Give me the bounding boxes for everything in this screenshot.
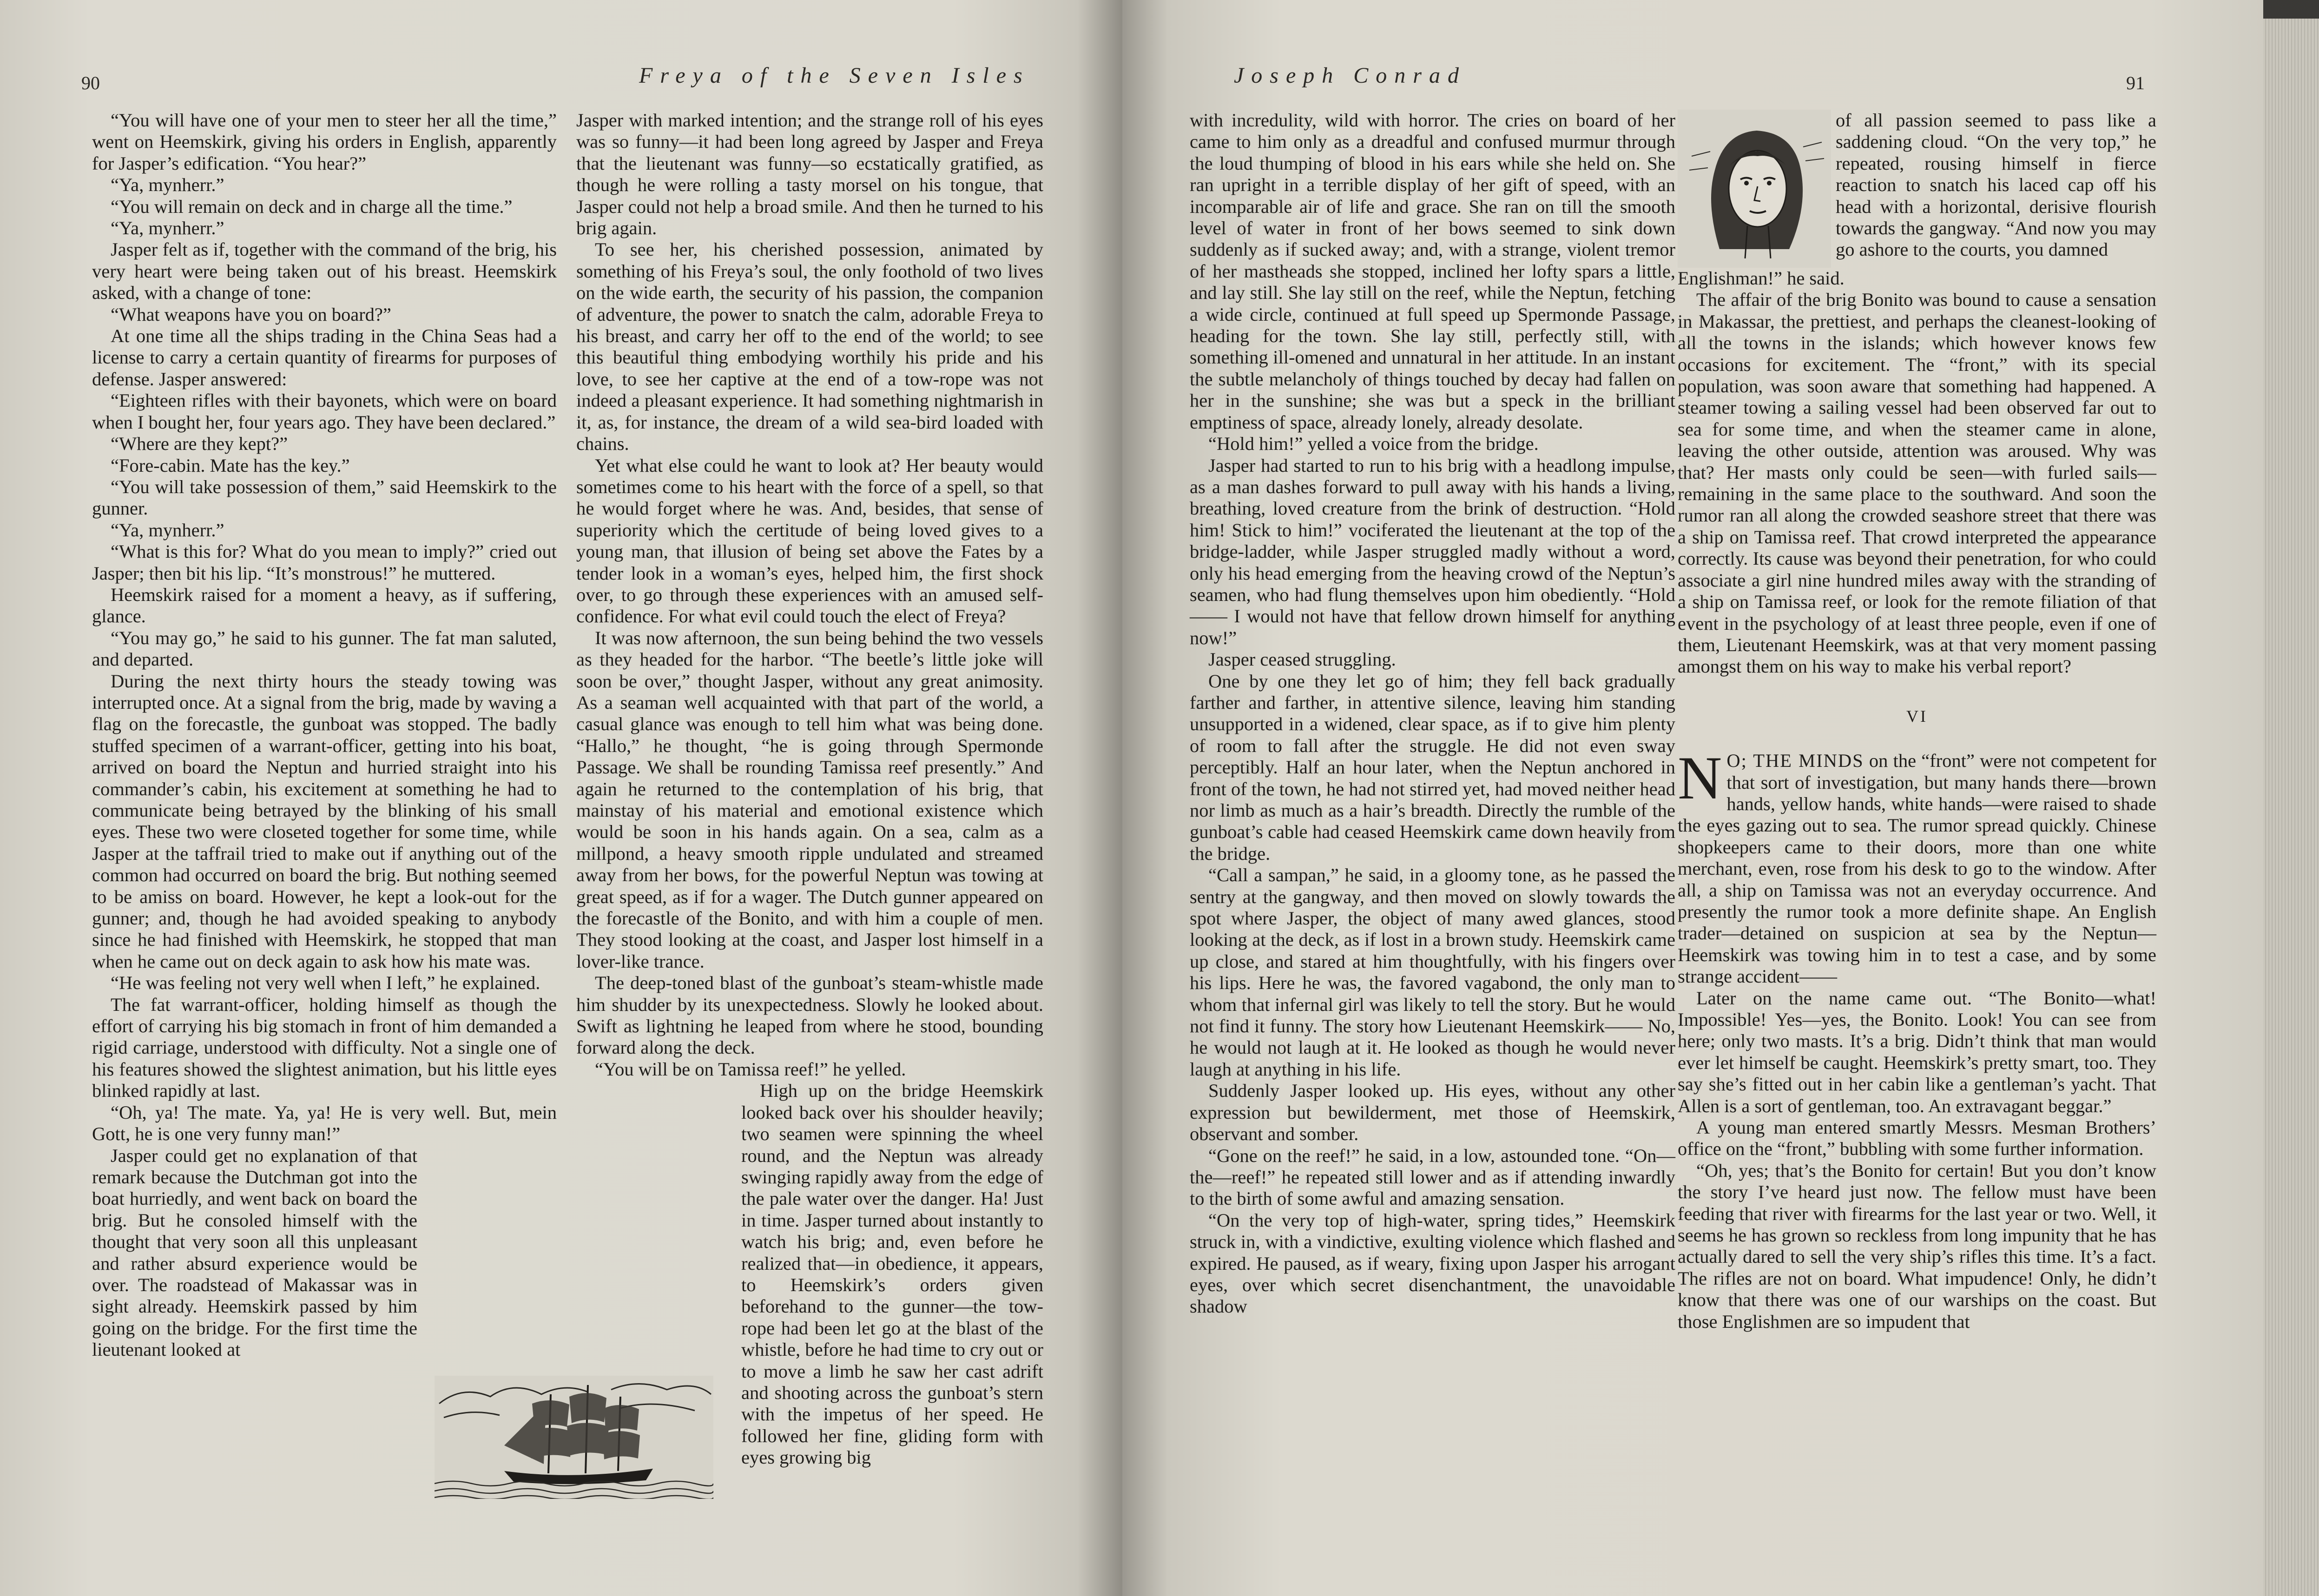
paragraph: High up on the bridge Heemskirk looked back over his shoulder heavily; two seamen were spinning the wheel round, and the Neptun was already swinging rapidly away from the edge of the pale water over the danger. Ha! Just in time. Jasper turned about instantly to watch his brig; and, even before he realized that—in obedience, it appears, to Heemskirk’s orders given beforehand to the gunner—the tow-rope had been let go at the blast of the whistle, before he had time to cry out or to move a limb he saw her cast adrift and shooting across the gunboat’s stern with the impetus of her speed. He followed her fine, gliding form with eyes growing big — [741, 1080, 1043, 1468]
drop-cap: N — [1678, 744, 1722, 812]
paragraph: Jasper had started to run to his brig with a headlong impulse, as a man dashes forward to pull away with his hands a living, breathing, loved creature from the brink of destruction. “Hold him! Stick to him!” vociferated the lieutenant at the top of the bridge-ladder, while Jasper struggled madly without a word, only his head emerging from the heaving crowd of the Neptun’s seamen, who had flung themselves upon him obediently. “Hold—— I would not have that fellow drown himself for anything now!” — [1190, 455, 1675, 648]
paragraph: Jasper felt as if, together with the command of the brig, his very heart were being taken out of his breast. Heemskirk asked, with a change of tone: — [92, 239, 557, 303]
paragraph: Jasper with marked intention; and the strange roll of his eyes was so funny—it had been long agreed by Jasper and Freya that the lieutenant was funny—so ecstatically gratified, as though he were rolling a tasty morsel on his tongue, that Jasper could not help a broad smile. And then he turned to his brig again. — [576, 110, 1043, 239]
paragraph: “You will remain on deck and in charge all the time.” — [111, 196, 513, 217]
paragraph: The deep-toned blast of the gunboat’s steam-whistle made him shudder by its unexpectedness. Slowly he looked about. Swift as lightning he leaped from where he stood, bounding forward along the deck. — [576, 972, 1043, 1058]
paragraph: Englishman!” he said. — [1678, 268, 1845, 289]
paragraph: “You will have one of your men to steer her all the time,” went on Heemskirk, giving his orders in English, apparently for Jasper’s edification. “You hear?” — [92, 110, 557, 174]
paragraph: A young man entered smartly Messrs. Mesman Brothers’ office on the “front,” bubbling with some further information. — [1678, 1117, 2156, 1160]
column-2 — [576, 110, 1043, 1469]
paragraph: “Fore-cabin. Mate has the key.” — [111, 455, 350, 476]
paragraph: of all passion seemed to pass like a saddening cloud. “On the very top,” he repeated, rousing himself in fierce reaction to snatch his laced cap off his head with a horizontal, derisive flourish towards the gangway. “And now you may go ashore to the courts, you damned — [1836, 110, 2156, 260]
portrait-wrap — [1678, 110, 2156, 268]
page-number-right: 91 — [2126, 73, 2145, 93]
paragraph: To see her, his cherished possession, animated by something of his Freya’s soul, the only foothold of two lives on the wide earth, the security of his passion, the companion of adventure, the power to snatch the calm, adorable Freya to his breast, and carry her off to the end of the world; to see this beautiful thing embodying worthily his pride and his love, to see her captive at the end of a tow-rope was not indeed a pleasant experience. It had something nightmarish in it, as, for instance, the dream of a wild sea-bird loaded with chains. — [576, 239, 1043, 455]
section-opening-paragraph — [1678, 744, 2156, 987]
paragraph: “Call a sampan,” he said, in a gloomy tone, as he passed the sentry at the gangway, and then moved on slowly towards the spot where Jasper, the object of many awed glances, stood looking at the deck, as if lost in a brown study. Heemskirk came up close, and stared at him thoughtfully, with his fingers over his lips. Here he was, the favored vagabond, the only man to whom that infernal girl was likely to tell the story. But he would not find it funny. The story how Lieutenant Heemskirk—— No, he would not laugh at it. He looked as though he would never laugh at anything in his life. — [1190, 864, 1675, 1080]
paragraph: “Ya, mynherr.” — [111, 519, 224, 541]
column-4 — [1678, 110, 2156, 1332]
paragraph: “Oh, ya! The mate. Ya, ya! He is very well. But, mein Gott, he is one very funny man!” — [92, 1101, 557, 1145]
page-number-left: 90 — [81, 73, 100, 93]
paragraph: “What is this for? What do you mean to imply?” cried out Jasper; then bit his lip. “It’s monstrous!” he muttered. — [92, 541, 557, 584]
paragraph: “You will be on Tamissa reef!” he yelled. — [595, 1058, 906, 1080]
paragraph: The affair of the brig Bonito was bound to cause a sensation in Makassar, the prettiest, and perhaps the cleanest-looking of all the towns in the islands; which however knows few occasions for excitement. The “front,” with its special population, was soon aware that something had happened. A steamer towing a sailing vessel had been observed far out to sea for some time, and when the steamer came in alone, leaving the other outside, attention was aroused. Why was that? Her masts only could be seen—with furled sails—remaining in the same place to the southward. And soon the rumor ran all along the crowded seashore street that there was a ship on Tamissa reef. That crowd interpreted the appearance correctly. Its cause was beyond their penetration, for who could associate a girl nine hundred miles away with the stranding of a ship on Tamissa reef, or look for the remote filiation of that event in the psychology of at least three people, even if one of them, Lieutenant Heemskirk, was at that very moment passing amongst them on his way to make his verbal report? — [1678, 289, 2156, 677]
paragraph: “He was feeling not very well when I left,” he explained. — [111, 972, 540, 994]
section-heading: VI — [1906, 706, 1928, 725]
paragraph: Suddenly Jasper looked up. His eyes, without any other expression but bewilderment, met those of Heemskirk, observant and somber. — [1190, 1080, 1675, 1145]
paragraph: During the next thirty hours the steady towing was interrupted once. At a signal from the brig, made by waving a flag on the forecastle, the gunboat was stopped. The badly stuffed specimen of a warrant-officer, getting into his boat, arrived on board the Neptun and hurried straight into his commander’s cabin, his excitement at something he had to communicate being betrayed by the blinking of his small eyes. These two were closeted together for some time, while Jasper at the taffrail tried to make out if anything out of the common had occurred on board the brig. But nothing seemed to be amiss on board. However, he kept a look-out for the gunner; and, though he had avoided speaking to anybody since he had finished with Heemskirk, he stopped that man when he came out on deck again to ask how his mate was. — [92, 670, 557, 972]
paragraph: “On the very top of high-water, spring tides,” Heemskirk struck in, with a vindictive, exulting violence which flashed and expired. He paused, as if weary, fixing upon Jasper his arrogant eyes, over which secret disenchantment, the unavoidable shadow — [1190, 1209, 1675, 1317]
paragraph: “Gone on the reef!” he said, in a low, astounded tone. “On—the—reef!” he repeated still lower and as if attending inwardly to the birth of some awful and amazing sensation. — [1190, 1145, 1675, 1209]
paragraph: Heemskirk raised for a moment a heavy, as if suffering, glance. — [92, 584, 557, 627]
ship-illustration — [435, 1376, 713, 1499]
paragraph: It was now afternoon, the sun being behind the two vessels as they headed for the harbor. “The beetle’s little joke will soon be over,” thought Jasper, without any great animosity. As a seaman well acquainted with that part of the world, a casual glance was enough to tell him what was being done. “Hallo,” he thought, “he is going through Spermonde Passage. We shall be rounding Tamissa reef presently.” And again he returned to the contemplation of his brig, that mainstay of his material and emotional existence which would be soon in his hands again. On a sea, calm as a millpond, a heavy smooth ripple undulated and streamed away from her bows, for the powerful Neptun was towing at great speed, as if for a wager. The Dutch gunner appeared on the forecastle of the Bonito, and with him a couple of men. They stood looking at the coast, and Jasper lost himself in a lover-like trance. — [576, 627, 1043, 972]
paragraph: with incredulity, wild with horror. The cries on board of her came to him only as a dreadful and confused murmur through the loud thumping of blood in his ears while she held on. She ran upright in a terrible display of her gift of speed, with an incomparable air of life and grace. She ran on till the smooth level of water in front of her bows seemed to sink down suddenly as if sucked away; and, with a strange, violent tremor of her mastheads she stopped, inclined her lofty spars a little, and lay still. She lay still on the reef, while the Neptun, fetching a wide circle, continued at full speed up Spermonde Passage, heading for the town. She lay still, perfectly still, with something ill-omened and unnatural in her attitude. In an instant the subtle melancholy of things touched by decay had fallen on her in the sunshine; she was but a speck in the brilliant emptiness of space, already lonely, already desolate. — [1190, 110, 1675, 433]
paragraph: “Hold him!” yelled a voice from the bridge. — [1208, 433, 1539, 455]
column-1 — [92, 110, 557, 1361]
paragraph: “Ya, mynherr.” — [111, 174, 224, 196]
paragraph: At one time all the ships trading in the China Seas had a license to carry a certain quantity of firearms for purposes of defense. Jasper answered: — [92, 325, 557, 389]
paragraph: One by one they let go of him; they fell back gradually farther and farther, in attentive silence, leaving him standing unsupported in a widened, clear space, as if to give him plenty of room to fall after the struggle. He did not even sway perceptibly. Half an hour later, when the Neptun anchored in front of the town, he had not stirred yet, had moved neither head nor limb as much as a hair’s breadth. Directly the rumble of the gunboat’s cable had ceased Heemskirk came down heavily from the bridge. — [1190, 670, 1675, 864]
paragraph: “You may go,” he said to his gunner. The fat man saluted, and departed. — [92, 627, 557, 670]
paragraph: Jasper could get no explanation of that remark because the Dutchman got into the boat hurriedly, and went back on board the brig. But he consoled himself with the thought that very soon all this unpleasant and rather absurd experience would be over. The roadstead of Makassar was in sight already. Heemskirk passed by him going on the bridge. For the first time the lieutenant looked at — [92, 1145, 417, 1360]
paragraph: The fat warrant-officer, holding himself as though the effort of carrying his big stomach in front of him demanded a rigid carriage, understood with difficulty. Not a single one of his features showed the slightest animation, but his little eyes blinked rapidly at last. — [92, 994, 557, 1101]
woman-portrait-illustration — [1678, 110, 1831, 268]
running-head-title: Freya of the Seven Isles — [639, 63, 1030, 88]
paragraph: Yet what else could he want to look at? Her beauty would sometimes come to his heart with the force of a spell, so that he would forget where he was. And, besides, that sense of superiority which the certitude of being loved gives to a young man, that illusion of being set above the Fates by a tender look in a woman’s eyes, helped him, the first shock over, to go through these experiences with an amused self-confidence. For what evil could touch the elect of Freya? — [576, 455, 1043, 627]
paragraph: Jasper ceased struggling. — [1208, 649, 1396, 670]
right-page — [1122, 0, 2263, 1596]
paragraph-text: on the “front” were not competent for that sort of investigation, but many hands there—brown hands, yellow hands, white hands—were raised to shade the eyes gazing out to sea. The rumor spread quickly. Chinese shopkeepers came to their doors, more than one white merchant, even, rose from his desk to go to the window. After all, a ship on Tamissa was not an everyday occurrence. And presently the rumor took a more definite shape. An English trader—detained on suspicion at sea by the Neptun—Heemskirk was towing him in to test a case, and by some strange accident—— — [1678, 750, 2156, 987]
column-3 — [1190, 110, 1675, 1318]
paragraph: “Eighteen rifles with their bayonets, which were on board when I bought her, four years ago. They have been declared.” — [92, 390, 557, 433]
paragraph: “Oh, yes; that’s the Bonito for certain! But you don’t know the story I’ve heard just now. The fellow must have been feeding that river with firearms for the last year or two. Well, it seems he has grown so reckless from long impunity that he has actually dared to sell the very ship’s rifles this time. It’s a fact. The rifles are not on board. What impudence! Only, he didn’t know that there was one of our warships on the coast. But those Englishmen are so impudent that — [1678, 1160, 2156, 1332]
page-edge-stack — [2263, 19, 2319, 1596]
paragraph: Later on the name came out. “The Bonito—what! Impossible! Yes—yes, the Bonito. Look! You can see from here; only two masts. It’s a brig. Didn’t think that man would ever let himself be caught. Heemskirk’s pretty smart, too. They say she’s fitted out in her cabin like a gentleman’s yacht. That Allen is a sort of gentleman, too. An extravagant beggar.” — [1678, 987, 2156, 1116]
paragraph: “You will take possession of them,” said Heemskirk to the gunner. — [92, 476, 557, 519]
paragraph: “Where are they kept?” — [111, 433, 288, 455]
running-head-author: Joseph Conrad — [1234, 63, 1466, 88]
paragraph: “What weapons have you on board?” — [111, 303, 391, 325]
paragraph: “Ya, mynherr.” — [111, 218, 224, 239]
left-page — [0, 0, 1122, 1596]
opening-small-caps: O; THE MINDS — [1726, 750, 1864, 772]
